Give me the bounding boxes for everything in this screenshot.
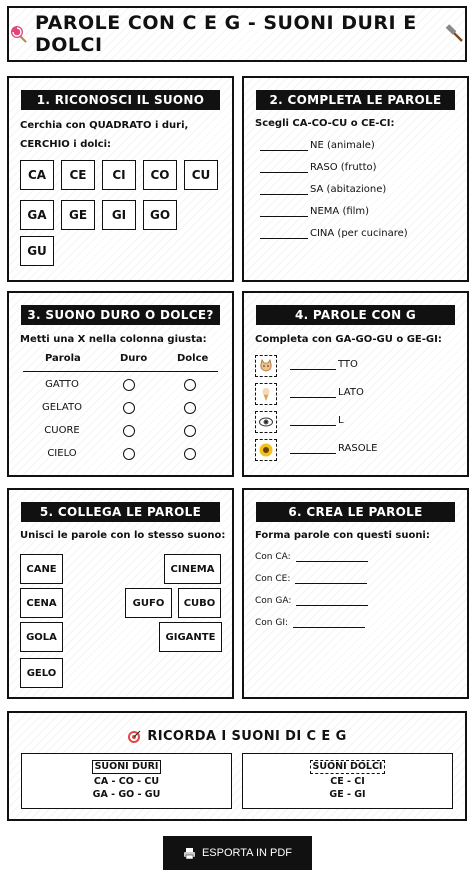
answer-line[interactable] [260, 229, 308, 239]
answer-line[interactable] [260, 163, 308, 173]
section-3-heading: 3. SUONO DURO O DOLCE? [21, 305, 220, 325]
section-5-heading: 5. COLLEGA LE PAROLE [21, 502, 220, 522]
section-1-heading: 1. RICONOSCI IL SUONO [21, 90, 220, 110]
duro-radio[interactable] [123, 402, 135, 414]
fill-item: CINA (per cucinare) [260, 228, 408, 239]
section-4-instruction: Completa con GA-GO-GU o GE-GI: [255, 334, 442, 345]
word-card[interactable]: CANE [20, 554, 63, 584]
crea-item: Con GI: [255, 618, 365, 628]
word-card[interactable]: GUFO [125, 588, 172, 618]
word-card[interactable]: CINEMA [164, 554, 221, 584]
column-header-dolce: Dolce [177, 353, 209, 364]
answer-line[interactable] [293, 618, 365, 628]
section-6-heading: 6. CREA LE PAROLE [256, 502, 455, 522]
syllable-box[interactable]: GU [20, 236, 54, 266]
section-completa [242, 76, 469, 282]
suoni-dolci-line: GE - GI [329, 789, 366, 800]
fill-item: RASO (frutto) [260, 162, 377, 173]
syllable-box[interactable]: GI [102, 200, 136, 230]
ricorda-title-row [9, 729, 465, 744]
dolce-radio[interactable] [184, 379, 196, 391]
export-pdf-button[interactable] [163, 836, 312, 870]
g-fill-item: LATO [290, 387, 364, 398]
fill-item: SA (abitazione) [260, 184, 386, 195]
answer-line[interactable] [295, 574, 367, 584]
fill-item: NEMA (film) [260, 206, 369, 217]
ricorda-title: RICORDA I SUONI DI C E G [147, 729, 347, 744]
suoni-dolci-box [242, 753, 453, 809]
section-collega [7, 488, 234, 699]
column-header-duro: Duro [120, 353, 148, 364]
syllable-box[interactable]: CE [61, 160, 95, 190]
section-duro-dolce [7, 291, 234, 477]
section-crea [242, 488, 469, 699]
section-2-instruction: Scegli CA-CO-CU o CE-CI: [255, 118, 395, 129]
page-title-box [7, 6, 467, 62]
g-fill-item: TTO [290, 359, 358, 370]
g-fill-item: RASOLE [290, 443, 378, 454]
table-rule [23, 371, 218, 372]
word-card[interactable]: GIGANTE [159, 622, 222, 652]
cat-icon [255, 355, 277, 377]
answer-line[interactable] [296, 596, 368, 606]
fill-item: NE (animale) [260, 140, 375, 151]
crea-item: Con CA: [255, 552, 368, 562]
section-2-heading: 2. COMPLETA LE PAROLE [256, 90, 455, 110]
suoni-duri-line: GA - GO - GU [92, 789, 161, 800]
duro-radio[interactable] [123, 379, 135, 391]
suoni-dolci-label: SUONI DOLCI [310, 760, 386, 774]
section-3-instruction: Metti una X nella colonna giusta: [20, 334, 207, 345]
table-word: GATTO [45, 379, 79, 390]
answer-line[interactable] [290, 388, 336, 398]
word-card[interactable]: CENA [20, 588, 63, 618]
answer-line[interactable] [290, 444, 336, 454]
word-card[interactable]: CUBO [178, 588, 221, 618]
suoni-dolci-line: CE - CI [330, 776, 365, 787]
table-word: GELATO [42, 402, 82, 413]
word-card[interactable]: GOLA [20, 622, 63, 652]
table-word: CIELO [47, 448, 77, 459]
section-4-heading: 4. PAROLE CON G [256, 305, 455, 325]
section-1-instruction: Cerchia con QUADRATO i duri, CERCHIO i dolci: [20, 120, 189, 150]
suoni-duri-box [21, 753, 232, 809]
ricorda-box [7, 711, 467, 821]
hammer-icon [445, 24, 465, 44]
answer-line[interactable] [290, 360, 336, 370]
eye-icon [255, 411, 277, 433]
syllable-box[interactable]: CU [184, 160, 218, 190]
syllable-box[interactable]: CA [20, 160, 54, 190]
answer-line[interactable] [260, 185, 308, 195]
section-riconosci [7, 76, 234, 282]
printer-icon [183, 847, 196, 860]
page-title: PAROLE CON C E G - SUONI DURI E DOLCI [35, 12, 417, 56]
dolce-radio[interactable] [184, 448, 196, 460]
answer-line[interactable] [260, 207, 308, 217]
dolce-radio[interactable] [184, 425, 196, 437]
dolce-radio[interactable] [184, 402, 196, 414]
g-fill-item: L [290, 415, 344, 426]
suoni-duri-line: CA - CO - CU [93, 776, 160, 787]
suoni-duri-label: SUONI DURI [92, 760, 162, 774]
lollipop-icon [9, 24, 29, 44]
word-card[interactable]: GELO [20, 658, 63, 688]
crea-item: Con GA: [255, 596, 368, 606]
export-pdf-label: ESPORTA IN PDF [201, 847, 293, 859]
answer-line[interactable] [290, 416, 336, 426]
syllable-box[interactable]: CI [102, 160, 136, 190]
answer-line[interactable] [296, 552, 368, 562]
table-word: CUORE [44, 425, 80, 436]
answer-line[interactable] [260, 141, 308, 151]
duro-radio[interactable] [123, 425, 135, 437]
syllable-box[interactable]: CO [143, 160, 177, 190]
syllable-box[interactable]: GE [61, 200, 95, 230]
sunflower-icon [255, 439, 277, 461]
duro-radio[interactable] [123, 448, 135, 460]
section-parole-g [242, 291, 469, 477]
syllable-box[interactable]: GA [20, 200, 54, 230]
section-5-instruction: Unisci le parole con lo stesso suono: [20, 530, 226, 541]
column-header-parola: Parola [45, 353, 81, 364]
target-icon [127, 730, 141, 744]
syllable-box[interactable]: GO [143, 200, 177, 230]
ice-cream-icon [255, 383, 277, 405]
crea-item: Con CE: [255, 574, 367, 584]
section-6-instruction: Forma parole con questi suoni: [255, 530, 430, 541]
